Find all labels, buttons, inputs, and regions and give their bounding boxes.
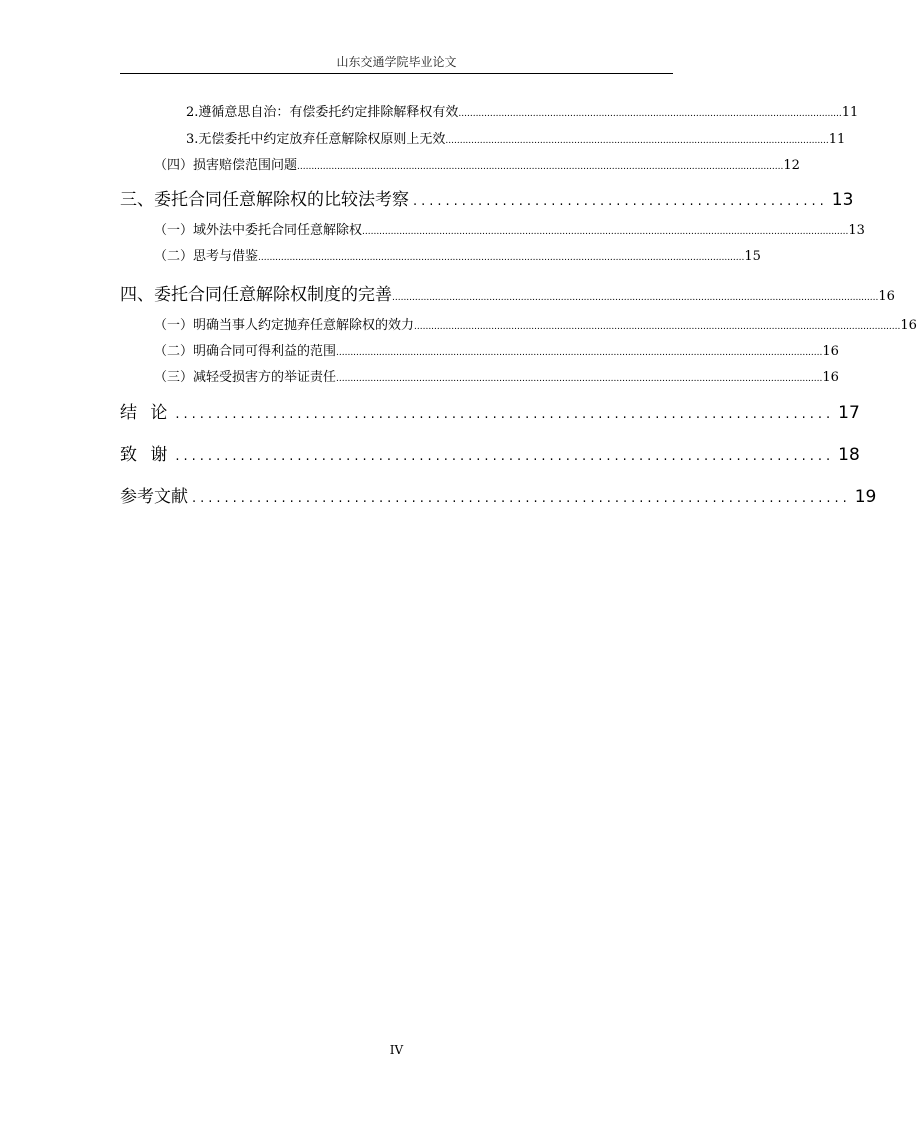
toc-page-number: 13 [831,190,854,210]
toc-entry-conclusion[interactable] [120,398,860,423]
toc-entry-title: （二）明确合同可得利益的范围 [154,344,337,359]
toc-entry[interactable] [120,314,917,333]
toc-entry-title: （三）减轻受损害方的举证责任 [154,370,337,385]
toc-entry-chapter[interactable] [120,280,895,305]
toc-leader: ................................................... [413,194,828,209]
toc-leader: ...................................................................................................................................... [458,109,842,119]
toc-page-number: 11 [828,132,846,147]
toc-entry-title: （四）损害赔偿范围问题 [154,158,298,173]
toc-leader: ...................................................................................................................................... [445,136,829,146]
toc-page-number: 17 [838,403,860,423]
toc-entry-title: 四、委托合同任意解除权制度的完善 [120,285,392,305]
toc-leader: ................................................................................. [175,449,835,464]
toc-leader: .......................................................................................................................................................................... [362,227,849,237]
toc-entry-title: 结 论 [120,403,172,423]
toc-leader: .......................................................................................................................................................................... [297,162,784,172]
toc-entry[interactable] [120,101,859,120]
toc-leader: .......................................................................................................................................................................... [336,374,823,384]
toc-page-number: 18 [838,445,860,465]
toc-entry[interactable] [120,366,839,385]
toc-page-number: 15 [744,249,761,264]
toc-page-number: 11 [841,105,859,120]
toc-page-number: 13 [848,223,865,238]
toc-entry-references[interactable] [120,482,877,507]
toc-leader: .......................................................................................................................................................................... [336,348,823,358]
toc-page-number: 19 [854,487,877,507]
toc-entry[interactable] [120,340,839,359]
toc-entry-title: 三、委托合同任意解除权的比较法考察 [120,190,409,210]
toc-leader: ................................................................................. [192,491,851,506]
toc-entry-chapter[interactable] [120,185,854,210]
toc-entry-title: 参考文献 [120,487,188,507]
toc-entry[interactable] [120,154,800,173]
toc-leader: ................................................................................. [175,407,835,422]
toc-entry-title: （一）域外法中委托合同任意解除权 [154,223,363,238]
toc-entry-title: 2.遵循意思自治：有偿委托约定排除解释权有效 [186,105,459,120]
header-rule [120,73,673,74]
toc-entry-title: 致 谢 [120,445,172,465]
toc-entry[interactable] [120,128,846,147]
toc-page-number: 16 [822,370,839,385]
toc-entry[interactable] [120,245,761,264]
toc-entry-title: （二）思考与借鉴 [154,249,259,264]
running-header: 山东交通学院毕业论文 [336,55,457,69]
page-number-footer: IV [389,1043,404,1057]
toc-page-number: 16 [900,318,917,333]
toc-entry[interactable] [120,219,865,238]
toc-page-number: 16 [878,289,895,304]
toc-entry-acknowledgements[interactable] [120,440,860,465]
toc-page-number: 12 [783,158,800,173]
toc-leader: .......................................................................................................................................................................... [258,253,745,263]
toc-leader: .......................................................................................................................................................................... [392,293,879,303]
toc-page-number: 16 [822,344,839,359]
toc-entry-title: 3.无偿委托中约定放弃任意解除权原则上无效 [186,132,446,147]
toc-leader: .......................................................................................................................................................................... [414,322,901,332]
toc-entry-title: （一）明确当事人约定抛弃任意解除权的效力 [154,318,415,333]
